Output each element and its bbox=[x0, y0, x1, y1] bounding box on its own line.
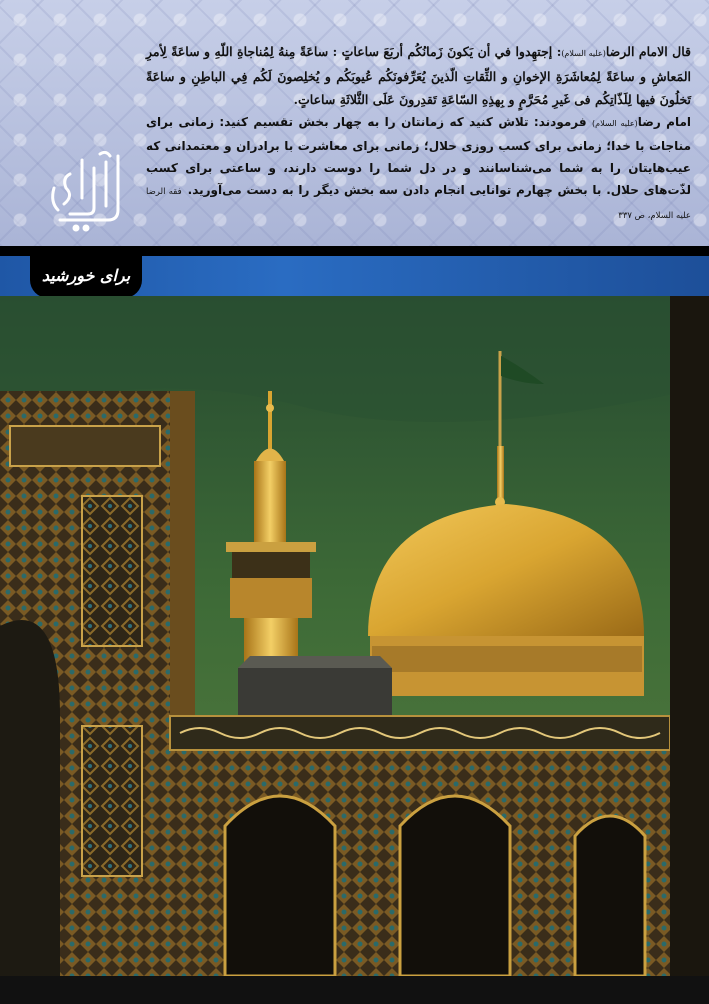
arabic-lead: قال الامام الرضا bbox=[605, 44, 691, 59]
calligraphy-logo bbox=[40, 148, 132, 240]
black-divider bbox=[0, 246, 709, 256]
arabic-honorific: (علیه السلام) bbox=[561, 49, 606, 58]
calligraphy-art-icon bbox=[40, 148, 132, 240]
arch-3 bbox=[575, 816, 645, 976]
persian-text: فرمودند: تلاش کنید که زمانتان را به چهار بخش تقسیم کنید: زمانی برای مناجات با خدا؛ زمانی برای کسب روزی حلال؛ زمانی برای معاشرت با برادران و معتمدانی که عیب‌هایتان را به شما می‌شناسانند و در دل شما را دوست دارند، و ساعتی برای کسب لذّت‌های حلال. با بخش چهارم توانایی انجام دادن سه بخش دیگر را به دست می‌آورید. bbox=[146, 115, 691, 197]
right-tower bbox=[670, 296, 709, 976]
shrine-illustration bbox=[0, 296, 709, 976]
arch-2 bbox=[400, 796, 510, 976]
shrine-photo bbox=[0, 296, 709, 976]
header-panel bbox=[0, 0, 709, 246]
logo-text: برای خورشید bbox=[41, 266, 131, 285]
minaret-balcony bbox=[232, 552, 310, 578]
roof-structure bbox=[238, 668, 392, 718]
arabic-hadith bbox=[146, 40, 691, 111]
minaret-shaft bbox=[254, 461, 286, 546]
footer-bar bbox=[0, 976, 709, 1004]
portal-arch bbox=[0, 620, 60, 976]
hadith-quote bbox=[146, 40, 691, 227]
golden-dome bbox=[368, 504, 644, 636]
persian-lead: امام رضا bbox=[637, 115, 692, 129]
persian-honorific: (علیه السلام) bbox=[592, 119, 638, 128]
persian-translation bbox=[146, 111, 691, 227]
arabic-text: : إجتهِدوا في أن يَكونَ زَمانُكُم أربَعَ ساعاتٍ : ساعَةً مِنهُ لِمُناجاةِ اللّهِ و ساعَةً لِأمرِ المَعاشِ و ساعَةً لِمُعاشَرَةِ الإخوانِ و الثِّقاتِ الّذينَ يُعَرِّفونَكُم عُيوبَكُم و يُخلِصونَ لَكُم فِي الباطِنِ و ساعَةً تَخلُونَ فيها لِلَذّاتِكُم فی غَیرِ مُحَرَّمٍ و بِهذِهِ السّاعَةِ تَقدِرونَ عَلَی الثَّلاثَةِ ساعاتٍ. bbox=[146, 44, 691, 107]
dome-finial bbox=[497, 446, 504, 501]
logo-tab bbox=[30, 256, 142, 298]
citation-source: فقه الرضا علیه السلام، ص ۳۳۷ bbox=[146, 187, 691, 221]
arch-1 bbox=[225, 796, 335, 976]
